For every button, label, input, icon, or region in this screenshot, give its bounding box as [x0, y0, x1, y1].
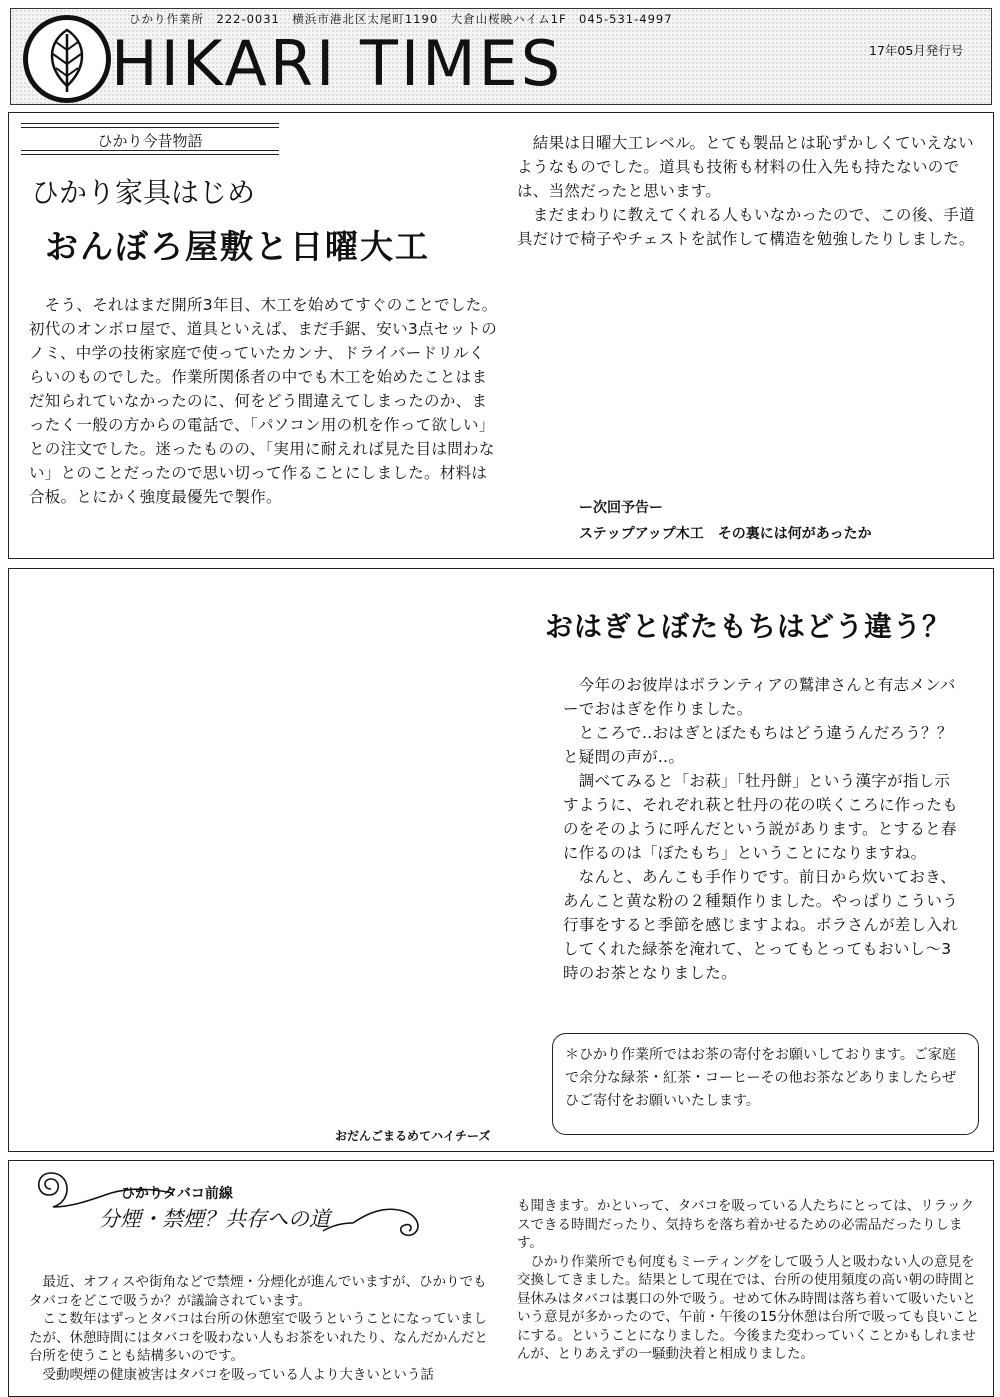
paragraph: まだまわりに教えてくれる人もいなかったので、この後、手道具だけで椅子やチェストを試作して構造を勉強したりしました。	[517, 206, 975, 248]
article-headline: おんぼろ屋敷と日曜大工	[45, 227, 430, 266]
next-issue-title: ステップアップ木工 その裏には何があったか	[579, 526, 872, 542]
paragraph: 最近、オフィスや街角などで禁煙・分煙化が進んでいますが、ひかりでもタバコをどこで吸うか？が議論されています。	[29, 1274, 487, 1309]
divider	[21, 123, 279, 124]
photo-caption: おだんごまるめてハイチーズ	[335, 1129, 491, 1143]
article-body-left	[29, 293, 499, 509]
issue-date: 17年05月発行号	[869, 43, 964, 58]
masthead	[10, 8, 992, 105]
article-body-right	[517, 131, 982, 251]
paragraph: ひかり作業所でも何度もミーティングをして吸う人と吸わない人の意見を交換してきました。結果として現在では、台所の使用頻度の高い朝の時間と昼休みはタバコは裏口の外で吸う。せめて休み時間は落ち着いて吸いたいという意見が多かったので、午前・午後の15分休憩は台所で吸っても良いことにする。ということになりました。今後また変わっていくことかもしれませんが、とりあえずの一騒動決着と相成りました。	[517, 1253, 980, 1362]
article-panel-tobacco	[8, 1160, 994, 1397]
series-label: ひかり今昔物語	[97, 132, 203, 150]
series-label: ひかりタバコ前線	[121, 1186, 233, 1202]
donation-notice: ＊ひかり作業所ではお茶の寄付をお願いしております。ご家庭で余分な緑茶・紅茶・コーヒーその他お茶などありましたらぜひご寄付をお願いいたします。	[565, 1047, 957, 1109]
paragraph: も聞きます。かといって、タバコを吸っている人たちにとっては、リラックスできる時間だったり、気持ちを落ち着かせるための必需品だったりします。	[517, 1198, 974, 1251]
address-line: ひかり作業所 222-0031 横浜市港北区太尾町1190 大倉山桜映ハイム1F 045-531-4997	[129, 12, 673, 26]
article-headline: おはぎとぼたもちはどう違う？	[545, 610, 952, 643]
paragraph: 受動喫煙の健康被害はタバコを吸っている人より大きいという話	[29, 1366, 434, 1383]
divider	[21, 127, 279, 128]
article-panel-history	[8, 112, 994, 559]
leaf-logo-icon	[23, 15, 111, 103]
paragraph: 今年のお彼岸はボランティアの鷲津さんと有志メンバーでおはぎを作りました。	[563, 676, 956, 718]
article-body-right	[517, 1197, 985, 1364]
paragraph: ここ数年はずっとタバコは台所の休憩室で吸うということになっていましたが、休憩時間にはタバコを吸わない人もお茶をいれたり、なんだかんだと台所を使うことも結構多いのです。	[29, 1311, 488, 1364]
paragraph: ところで‥おはぎとぼたもちはどう違うんだろう？？と疑問の声が‥。	[563, 724, 953, 766]
article-panel-ohagi	[8, 568, 994, 1152]
donation-notice-box	[552, 1033, 979, 1135]
divider	[21, 154, 279, 155]
paragraph: なんと、あんこも手作りです。前日から炊いておき、あんこと黄な粉の２種類作りました。やっぱりこういう行事をすると季節を感じますよね。ボラさんが差し入れしてくれた緑茶を淹れて、とってもとってもおいし～3時のお茶となりました。	[563, 868, 959, 982]
article-headline: 分煙・禁煙？共存への道	[99, 1207, 330, 1231]
next-issue-label: ー次回予告ー	[579, 500, 663, 516]
newsletter-title: HIKARI TIMES	[111, 27, 564, 100]
article-body	[563, 673, 965, 985]
divider	[21, 150, 279, 151]
paragraph: そう、それはまだ開所3年目、木工を始めてすぐのことでした。初代のオンボロ屋で、道具といえば、まだ手鋸、安い3点セットのノミ、中学の技術家庭で使っていたカンナ、ドライバードリルくらいのものでした。作業所関係者の中でも木工を始めたことはまだ知られていなかったのに、何をどう間違えてしまったのか、まったく一般の方からの電話で、「パソコン用の机を作って欲しい」との注文でした。迷ったものの、「実用に耐えれば見た目は問わない」とのことだったので思い切って作ることにしました。材料は合板。とにかく強度最優先で製作。	[29, 296, 498, 506]
article-subtitle: ひかり家具はじめ	[31, 176, 256, 209]
paragraph: 調べてみると「お萩」「牡丹餅」という漢字が指し示すように、それぞれ萩と牡丹の花の咲くころに作ったものをそのように呼んだという説があります。とすると春に作るのは「ぼたもち」ということになりますね。	[563, 772, 959, 862]
paragraph: 結果は日曜大工レベル。とても製品とは恥ずかしくていえないようなものでした。道具も技術も材料の仕入先も持たないのでは、当然だったと思います。	[517, 134, 974, 200]
article-body-left	[29, 1273, 497, 1384]
